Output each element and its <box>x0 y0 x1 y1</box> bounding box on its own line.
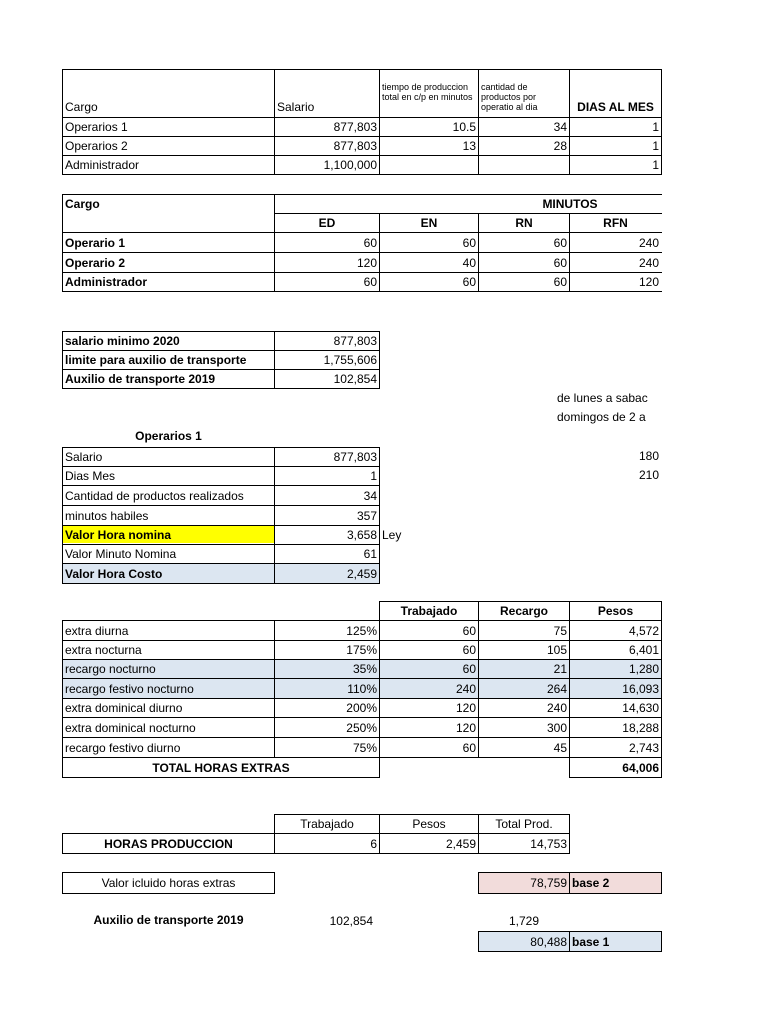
prod-header-pesos: Pesos <box>412 817 446 831</box>
extras-row-pct: 75% <box>352 740 377 755</box>
op-dias-mes-label: Dias Mes <box>65 469 116 483</box>
op-minutos-label: minutos habiles <box>65 508 149 523</box>
extras-row-trabajado: 60 <box>462 623 476 638</box>
extras-row-pct: 125% <box>346 623 377 638</box>
extras-header-recargo: Recargo <box>499 604 549 618</box>
extras-row-pct: 200% <box>346 701 377 715</box>
t1-row2-dias: 1 <box>652 139 659 153</box>
prod-trabajado-value: 6 <box>370 836 377 851</box>
auxilio-transporte-value: 102,854 <box>329 914 373 928</box>
t3-row3-label: Auxilio de transporte 2019 <box>65 372 216 386</box>
extras-row-label: extra diurna <box>65 623 129 638</box>
t3-row3-value: 102,854 <box>333 372 377 386</box>
t3-row1-label: salario minimo 2020 <box>65 334 180 348</box>
prod-header-trabajado: Trabajado <box>300 817 354 831</box>
extras-row-label: extra nocturna <box>65 643 142 657</box>
op-valor-minuto-value: 61 <box>363 547 377 561</box>
t2-row1-rfn: 240 <box>638 235 659 250</box>
t2-col-en: EN <box>420 216 438 230</box>
t1-row1-dias: 1 <box>652 120 659 134</box>
t2-col-rfn: RFN <box>603 216 628 230</box>
extras-row-pct: 175% <box>346 643 377 657</box>
op-salario-value: 877,803 <box>333 450 377 464</box>
extras-row-trabajado: 120 <box>455 720 476 735</box>
extras-row-recargo: 264 <box>546 681 567 696</box>
extras-row-recargo: 75 <box>553 623 567 638</box>
total-base1-value: 80,488 <box>530 934 567 949</box>
t2-row2-ed: 120 <box>356 255 377 270</box>
t1-row1-salario: 877,803 <box>333 120 377 134</box>
op-minutos-value: 357 <box>356 508 377 523</box>
extras-row-pesos: 6,401 <box>628 643 659 657</box>
t1-row3-dias: 1 <box>652 158 659 172</box>
prod-total-value: 14,753 <box>530 836 567 851</box>
t1-row3-salario: 1,100,000 <box>323 158 377 172</box>
header-salario: Salario <box>277 100 315 114</box>
op-valor-hora-costo-label: Valor Hora Costo <box>65 566 163 581</box>
header-cantidad: cantidad de productos por operatio al dia <box>481 82 538 112</box>
t1-row2-salario: 877,803 <box>333 139 377 153</box>
prod-pesos-value: 2,459 <box>445 836 476 851</box>
op-valor-minuto-label: Valor Minuto Nomina <box>65 547 177 561</box>
t2-row3-en: 60 <box>462 275 476 289</box>
total-horas-extras-value: 64,006 <box>622 760 659 775</box>
header-cargo: Cargo <box>65 100 98 114</box>
t2-col-ed: ED <box>318 216 336 230</box>
extras-row-recargo: 21 <box>553 662 567 676</box>
t2-row1-cargo: Operario 1 <box>65 235 126 250</box>
t2-row3-cargo: Administrador <box>65 275 148 289</box>
op-cantidad-label: Cantidad de productos realizados <box>65 488 244 503</box>
extras-row-recargo: 45 <box>553 740 567 755</box>
extras-row-label: extra dominical nocturno <box>65 720 196 735</box>
t1-row1-cantidad: 34 <box>553 120 567 134</box>
t2-row1-en: 60 <box>462 235 476 250</box>
valor-incluido-value: 78,759 <box>530 876 567 890</box>
header-dias-al-mes: DIAS AL MES <box>577 100 654 114</box>
extras-row-label: recargo festivo nocturno <box>65 681 194 696</box>
horas-produccion-label: HORAS PRODUCCION <box>104 836 233 851</box>
t3-row2-value: 1,755,606 <box>323 353 377 367</box>
base1-label: base 1 <box>572 934 610 949</box>
t1-row3-cargo: Administrador <box>65 158 140 172</box>
t2-row2-en: 40 <box>462 255 476 270</box>
op-ley-note: Ley <box>382 528 402 542</box>
t1-row1-cargo: Operarios 1 <box>65 120 128 134</box>
auxilio-transporte-label: Auxilio de transporte 2019 <box>93 913 244 927</box>
extras-header-trabajado: Trabajado <box>400 604 458 618</box>
extras-row-trabajado: 60 <box>462 643 476 657</box>
auxilio-calc-value: 1,729 <box>508 914 540 928</box>
t2-header-minutos: MINUTOS <box>542 197 598 211</box>
t1-row2-cantidad: 28 <box>553 139 567 153</box>
t2-row3-ed: 60 <box>363 275 377 289</box>
extras-row-recargo: 105 <box>546 643 567 657</box>
note-lunes-sabado: de lunes a sabac <box>557 391 648 405</box>
op-cantidad-value: 34 <box>363 488 377 503</box>
op-valor-hora-nomina-label: Valor Hora nomina <box>65 528 172 542</box>
t1-row2-tiempo: 13 <box>462 139 476 153</box>
extras-row-recargo: 240 <box>546 701 567 715</box>
extras-row-pct: 110% <box>347 681 377 696</box>
t1-row1-tiempo: 10.5 <box>452 120 476 134</box>
operarios-1-title: Operarios 1 <box>135 429 202 443</box>
extras-row-pesos: 18,288 <box>622 720 659 735</box>
valor-incluido-label: Valor icluido horas extras <box>101 876 236 890</box>
extras-row-pesos: 4,572 <box>628 623 659 638</box>
extras-row-recargo: 300 <box>546 720 567 735</box>
note-value-180: 180 <box>638 449 659 463</box>
header-tiempo: tiempo de produccion total en c/p en minutos <box>382 82 473 102</box>
extras-row-trabajado: 60 <box>462 740 476 755</box>
extras-row-pesos: 14,630 <box>622 701 659 715</box>
prod-header-total: Total Prod. <box>495 817 553 831</box>
extras-header-pesos: Pesos <box>597 604 634 618</box>
total-horas-extras-label: TOTAL HORAS EXTRAS <box>152 760 290 775</box>
t2-header-cargo: Cargo <box>65 197 100 211</box>
extras-row-pct: 250% <box>346 720 377 735</box>
t2-row1-ed: 60 <box>363 235 377 250</box>
t2-row3-rn: 60 <box>553 275 567 289</box>
op-dias-mes-value: 1 <box>370 469 377 483</box>
note-value-210: 210 <box>638 468 659 482</box>
extras-row-trabajado: 240 <box>455 681 476 696</box>
op-valor-hora-costo-value: 2,459 <box>346 566 377 581</box>
note-domingos: domingos de 2 a <box>557 410 646 424</box>
extras-row-label: extra dominical diurno <box>65 701 183 715</box>
extras-row-pct: 35% <box>352 662 377 676</box>
t3-row2-label: limite para auxilio de transporte <box>65 353 247 367</box>
op-valor-hora-nomina-value: 3,658 <box>346 528 377 542</box>
t2-row2-cargo: Operario 2 <box>65 255 126 270</box>
t2-row2-rn: 60 <box>553 255 567 270</box>
t2-row3-rfn: 120 <box>638 275 659 289</box>
extras-row-pesos: 1,280 <box>628 662 659 676</box>
t2-row2-rfn: 240 <box>638 255 659 270</box>
t2-row1-rn: 60 <box>553 235 567 250</box>
base2-label: base 2 <box>572 876 610 890</box>
t2-col-rn: RN <box>515 216 533 230</box>
t3-row1-value: 877,803 <box>333 334 377 348</box>
op-salario-label: Salario <box>65 450 103 464</box>
extras-row-pesos: 2,743 <box>628 740 659 755</box>
extras-row-pesos: 16,093 <box>622 681 659 696</box>
extras-row-label: recargo nocturno <box>65 662 156 676</box>
t1-row2-cargo: Operarios 2 <box>65 139 128 153</box>
extras-row-label: recargo festivo diurno <box>65 740 181 755</box>
extras-row-trabajado: 60 <box>462 662 476 676</box>
extras-row-trabajado: 120 <box>455 701 476 715</box>
